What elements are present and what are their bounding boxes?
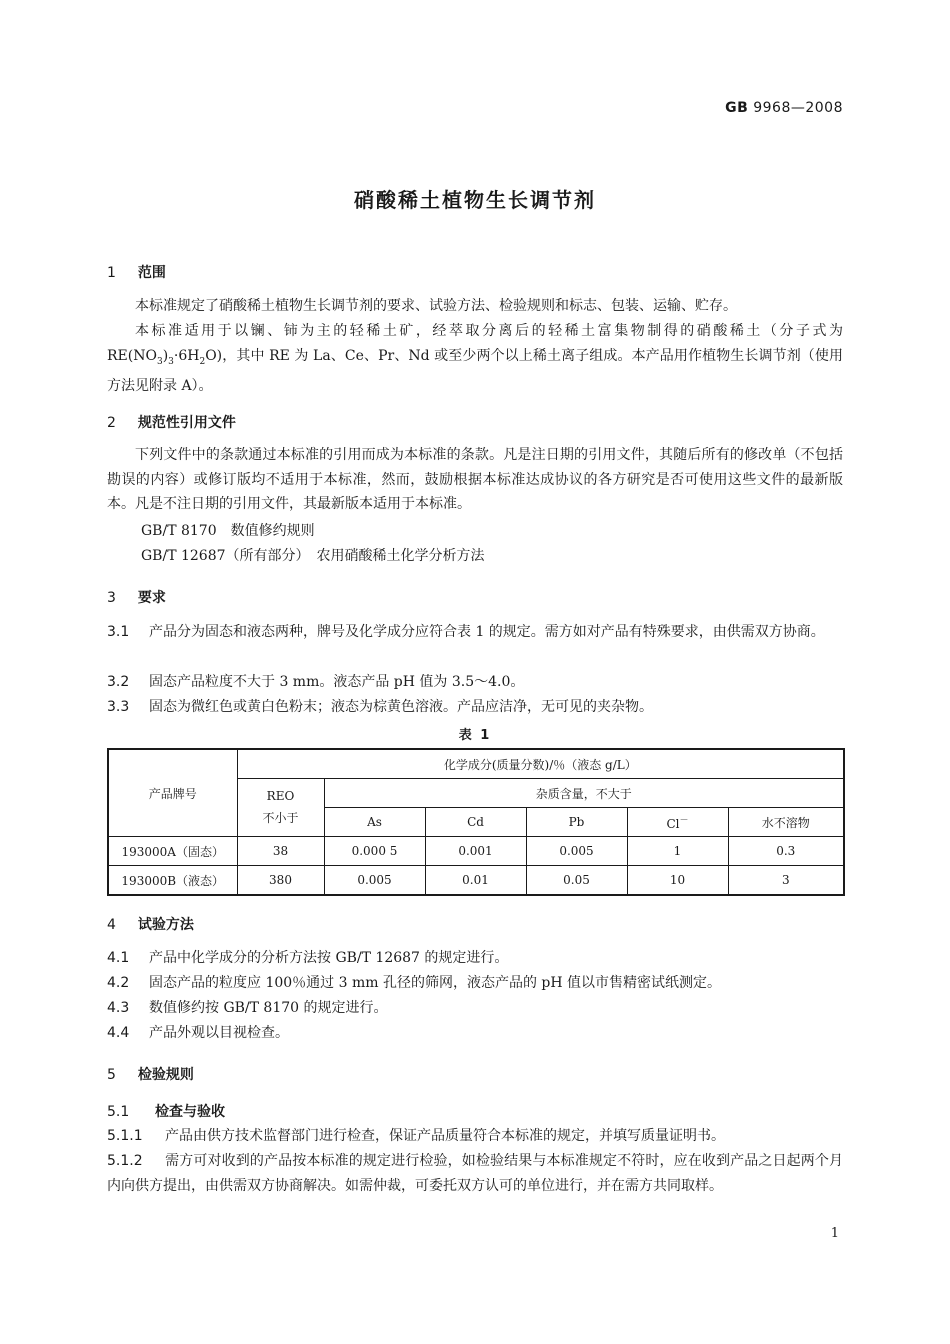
clause-text: 产品分为固态和液态两种，牌号及化学成分应符合表 1 的规定。需方如对产品有特殊要求，由供需双方协商。	[149, 624, 825, 640]
header-as: As	[324, 808, 425, 837]
section-2-heading	[107, 412, 236, 432]
table-row	[108, 837, 844, 866]
text: )	[162, 347, 169, 364]
paragraph: 本标准规定了硝酸稀土植物生长调节剂的要求、试验方法、检验规则和标志、包装、运输、贮存。	[135, 298, 737, 314]
clause	[107, 996, 843, 1020]
header-impurity: 杂质含量，不大于	[324, 779, 844, 808]
paragraph: 下列文件中的条款通过本标准的引用而成为本标准的条款。凡是注日期的引用文件，其随后所有的修改单（不包括勘误的内容）或修订版均不适用于本标准，然而，鼓励根据本标准达成协议的各方研究是否可使用这些文件的最新版本。凡是不注日期的引用文件，其最新版本适用于本标准。	[107, 447, 843, 512]
cell-as: 0.005	[324, 866, 425, 896]
paragraph	[107, 319, 843, 398]
section-title: 试验方法	[137, 917, 194, 933]
clause	[107, 695, 843, 719]
cell-pb: 0.05	[526, 866, 627, 896]
cell-reo: 38	[237, 837, 324, 866]
section-4-heading	[107, 914, 194, 934]
clause-text: 固态为微红色或黄白色粉末；液态为棕黄色溶液。产品应洁净，无可见的夹杂物。	[149, 699, 653, 715]
clause-number: 5.1.1	[107, 1128, 143, 1144]
header-cl-label: Cl	[666, 817, 680, 831]
standard-number	[725, 100, 843, 116]
section-title: 要求	[137, 590, 166, 606]
subscript: 3	[156, 356, 163, 367]
section-title: 检验规则	[137, 1067, 194, 1083]
composition-table	[107, 748, 845, 896]
section-title: 范围	[137, 265, 166, 281]
clause-text: 产品中化学成分的分析方法按 GB/T 12687 的规定进行。	[149, 950, 509, 966]
table-caption: 表 1	[458, 728, 492, 743]
standard-code: 9968—2008	[753, 100, 843, 116]
document-title: 硝酸稀土植物生长调节剂	[354, 188, 596, 212]
section-number: 4	[107, 917, 116, 933]
cell-cd: 0.001	[425, 837, 526, 866]
text: O)，其中 RE 为 La、Ce、Pr、Nd 或至少两个以上稀土离子组成。本产品用作植物生长调节剂（使用方法见附录 A）。	[107, 347, 843, 394]
subscript: 3	[168, 356, 174, 367]
header-composition: 化学成分(质量分数)/％（液态 g/L）	[237, 749, 844, 779]
subscript: 2	[199, 356, 206, 367]
subsection-heading	[107, 1101, 225, 1121]
header-cl	[627, 808, 728, 837]
cell-as: 0.000 5	[324, 837, 425, 866]
clause-text: 固态产品的粒度应 100％通过 3 mm 孔径的筛网，液态产品的 pH 值以市售精密试纸测定。	[149, 975, 722, 991]
clause-number: 4.3	[107, 1000, 130, 1016]
clause	[107, 946, 843, 970]
header-reo-label: REO	[266, 789, 295, 803]
subsection-number: 5.1	[107, 1104, 130, 1120]
cell-cl: 10	[627, 866, 728, 896]
clause-number: 4.4	[107, 1025, 130, 1041]
section-title: 规范性引用文件	[137, 415, 236, 431]
clause-text: 数值修约按 GB/T 8170 的规定进行。	[149, 1000, 388, 1016]
header-pb: Pb	[526, 808, 627, 837]
cell-insoluble: 3	[728, 866, 844, 896]
header-reo	[237, 779, 324, 837]
section-number: 2	[107, 415, 116, 431]
page-number: 1	[830, 1226, 839, 1241]
subsection-title: 检查与验收	[155, 1104, 225, 1120]
section-number: 5	[107, 1067, 116, 1083]
clause	[107, 1021, 843, 1045]
clause	[107, 1149, 843, 1198]
standard-prefix: GB	[725, 100, 749, 116]
table-row	[108, 866, 844, 896]
cell-grade: 193000A（固态）	[108, 837, 237, 866]
clause	[107, 620, 843, 645]
clause-number: 3.3	[107, 699, 130, 715]
cell-cd: 0.01	[425, 866, 526, 896]
section-number: 3	[107, 590, 116, 606]
clause-number: 3.1	[107, 624, 130, 640]
cell-grade: 193000B（液态）	[108, 866, 237, 896]
clause-text: 产品由供方技术监督部门进行检查，保证产品质量符合本标准的规定，并填写质量证明书。	[165, 1128, 725, 1144]
clause	[107, 670, 843, 694]
normative-reference: GB/T 12687（所有部分） 农用硝酸稀土化学分析方法	[141, 548, 485, 564]
clause-text: 固态产品粒度不大于 3 mm。液态产品 pH 值为 3.5～4.0。	[149, 674, 525, 690]
clause-number: 3.2	[107, 674, 130, 690]
text: 本标准适用于以镧、铈为主的轻稀土矿，经萃取分离后的轻稀土富集物制得的硝酸稀土（分子式为RE(NO	[107, 323, 843, 364]
normative-reference: GB/T 8170 数值修约规则	[141, 523, 315, 539]
header-reo-note: 不小于	[262, 811, 299, 825]
header-insoluble: 水不溶物	[728, 808, 844, 837]
clause-text: 需方可对收到的产品按本标准的规定进行检验，如检验结果与本标准规定不符时，应在收到产品之日起两个月内向供方提出，由供需双方协商解决。如需仲裁，可委托双方认可的单位进行，并在需方共同取样。	[107, 1153, 843, 1194]
cell-reo: 380	[237, 866, 324, 896]
header-cd: Cd	[425, 808, 526, 837]
clause-number: 4.1	[107, 950, 130, 966]
section-5-heading	[107, 1064, 194, 1084]
header-cl-charge: －	[679, 816, 689, 826]
header-grade: 产品牌号	[108, 749, 237, 837]
cell-pb: 0.005	[526, 837, 627, 866]
cell-insoluble: 0.3	[728, 837, 844, 866]
text: ·6H	[173, 347, 200, 364]
clause-text: 产品外观以目视检查。	[149, 1025, 289, 1041]
section-1-heading	[107, 262, 166, 282]
section-3-heading	[107, 587, 166, 607]
section-number: 1	[107, 265, 116, 281]
cell-cl: 1	[627, 837, 728, 866]
clause-number: 5.1.2	[107, 1153, 143, 1169]
clause	[107, 1124, 843, 1148]
clause	[107, 971, 843, 995]
clause-number: 4.2	[107, 975, 130, 991]
